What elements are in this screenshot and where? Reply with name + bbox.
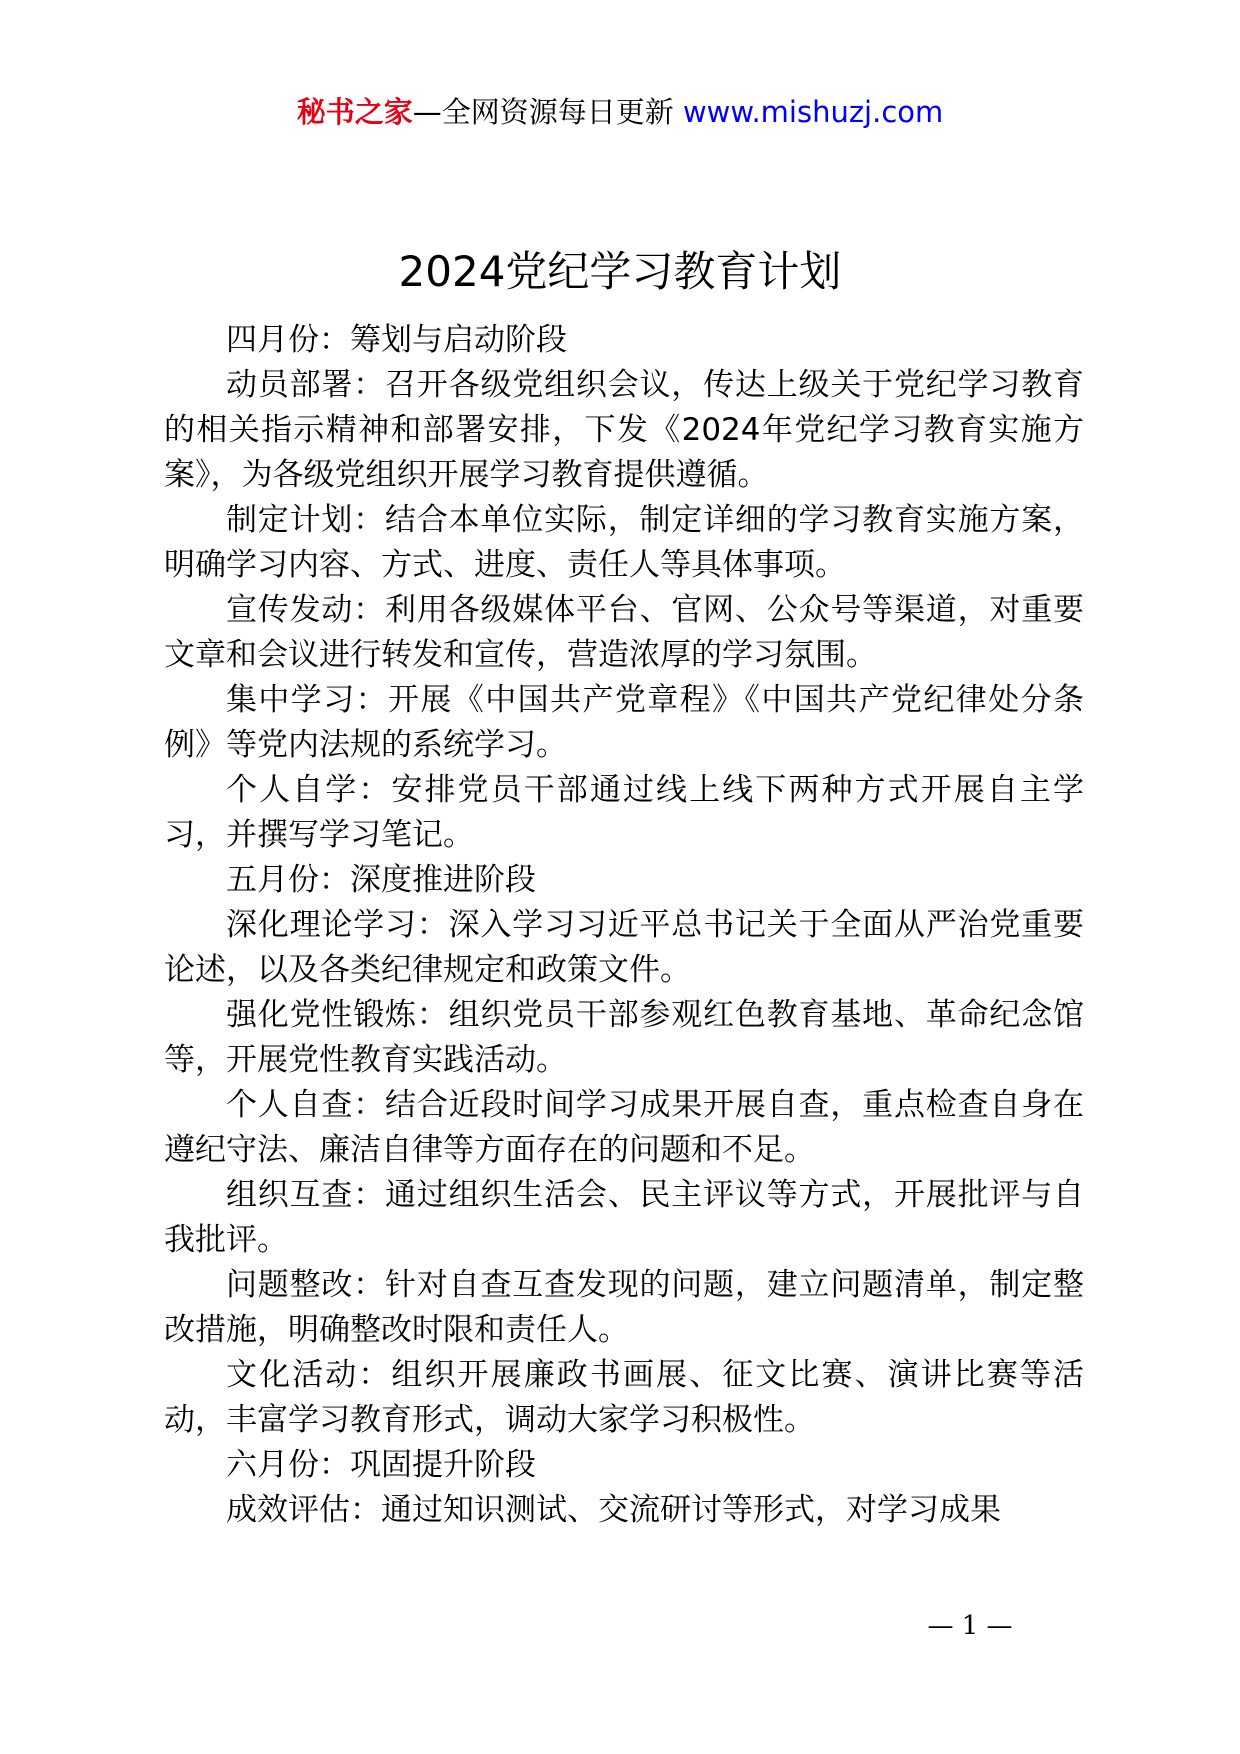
document-body [164,318,1084,1533]
paragraph-party-spirit: 强化党性锻炼：组织党员干部参观红色教育基地、革命纪念馆等，开展党性教育实践活动。 [164,997,1084,1078]
site-slogan: —全网资源每日更新 [412,95,683,129]
site-brand: 秘书之家 [296,95,413,129]
paragraph-centralized-study: 集中学习：开展《中国共产党章程》《中国共产党纪律处分条例》等党内法规的系统学习。 [164,682,1084,763]
paragraph-make-plan: 制定计划：结合本单位实际，制定详细的学习教育实施方案，明确学习内容、方式、进度、责任人等具体事项。 [164,502,1084,583]
paragraph-theory-study: 深化理论学习：深入学习习近平总书记关于全面从严治党重要论述，以及各类纪律规定和政策文件。 [164,907,1084,988]
paragraph-publicity: 宣传发动：利用各级媒体平台、官网、公众号等渠道，对重要文章和会议进行转发和宣传，营造浓厚的学习氛围。 [164,592,1084,673]
paragraph-mutual-inspection: 组织互查：通过组织生活会、民主评议等方式，开展批评与自我批评。 [164,1177,1084,1258]
paragraph-mobilization: 动员部署：召开各级党组织会议，传达上级关于党纪学习教育的相关指示精神和部署安排，下发《2024年党纪学习教育实施方案》，为各级党组织开展学习教育提供遵循。 [164,367,1084,493]
site-url-link[interactable]: www.mishuzj.com [682,95,944,129]
section-heading-april: 四月份：筹划与启动阶段 [226,322,567,358]
page-number: — 1 — [927,1611,1013,1641]
site-header [0,92,1240,132]
section-heading-may: 五月份：深度推进阶段 [226,862,536,898]
document-title: 2024党纪学习教育计划 [398,247,842,296]
paragraph-evaluation: 成效评估：通过知识测试、交流研讨等形式，对学习成果 [226,1492,1001,1528]
paragraph-self-inspection: 个人自查：结合近段时间学习成果开展自查，重点检查自身在遵纪守法、廉洁自律等方面存在的问题和不足。 [164,1087,1084,1168]
paragraph-rectification: 问题整改：针对自查互查发现的问题，建立问题清单，制定整改措施，明确整改时限和责任人。 [164,1267,1084,1348]
section-heading-june: 六月份：巩固提升阶段 [226,1447,536,1483]
paragraph-cultural-activities: 文化活动：组织开展廉政书画展、征文比赛、演讲比赛等活动，丰富学习教育形式，调动大家学习积极性。 [164,1357,1084,1438]
paragraph-self-study: 个人自学：安排党员干部通过线上线下两种方式开展自主学习，并撰写学习笔记。 [164,772,1084,853]
